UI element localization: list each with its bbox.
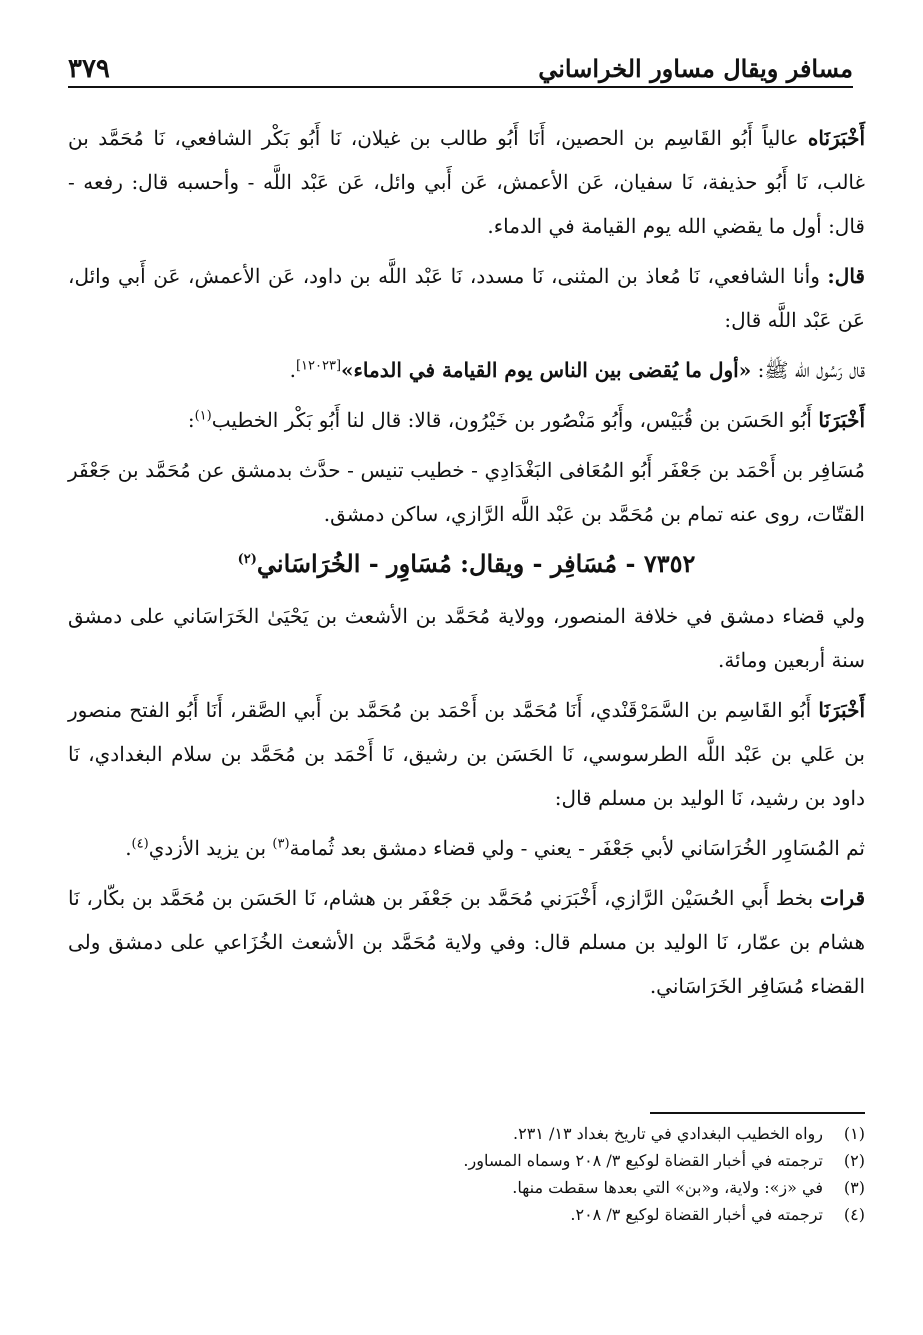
paragraph-9 [68, 876, 865, 1008]
footnote-ref: (٣) [272, 836, 290, 852]
paragraph-text: ولي قضاء دمشق في خلافة المنصور، وولاية مُحَمَّد بن الأشعث بن يَحْيَىٰ الخَرَاسَاني على دمشق سنة أربعين ومائة. [68, 604, 865, 672]
footnote-text: في «ز»: ولاية، و«بن» التي بعدها سقطت منها. [512, 1178, 823, 1197]
footnote [68, 1174, 865, 1201]
paragraph-lead: قرات [820, 886, 866, 910]
paragraph-5 [68, 448, 865, 536]
paragraph-1 [68, 116, 865, 248]
paragraph-text: قال رَسُول الله ﷺ: [757, 358, 865, 382]
footnote-divider [650, 1112, 865, 1114]
paragraph-text: بن يزيد الأزدي [148, 836, 267, 860]
footnote-text: ترجمته في أخبار القضاة لوكيع ٣/ ٢٠٨. [570, 1205, 823, 1224]
paragraph-text: ثم المُسَاوِر الخُرَاسَاني لأبي جَعْفَر - يعني - ولي قضاء دمشق بعد ثُمامة [289, 836, 865, 860]
hadith-quote: «أول ما يُقضى بين الناس يوم القيامة في الدماء» [341, 358, 752, 382]
footnote-ref: (٤) [131, 836, 149, 852]
paragraph-6 [68, 594, 865, 682]
page-header [68, 52, 853, 88]
paragraph-7 [68, 688, 865, 820]
entry-heading [68, 542, 865, 586]
paragraph-lead: أَخْبَرَنَاه [807, 126, 866, 150]
footnote [68, 1201, 865, 1228]
footnote-text: ترجمته في أخبار القضاة لوكيع ٣/ ٢٠٨ وسماه المساور. [463, 1151, 823, 1170]
paragraph-lead: أَخْبَرَنَا [818, 698, 865, 722]
paragraph-2 [68, 254, 865, 342]
main-text [68, 116, 865, 1014]
paragraph-lead: أَخْبَرَنَا [818, 408, 865, 432]
paragraph-3 [68, 348, 865, 392]
footnote-ref: (١) [194, 408, 212, 424]
footnote [68, 1120, 865, 1147]
paragraph-text: أَبُو الحَسَن بن قُبَيْس، وأَبُو مَنْصُور بن خَيْرُون، قالا: قال لنا أَبُو بَكْر الخطيب [211, 408, 812, 432]
footnote-number: (٤) [843, 1205, 865, 1224]
paragraph-text: أَبُو القَاسِم بن السَّمَرْقَنْدي، أَنَا مُحَمَّد بن أَحْمَد بن مُحَمَّد بن أَبي الصَّقر، أَنَا أَبُو الفتح منصور بن عَلي بن عَبْد اللَّه الطرسوسي، نَا الحَسَن بن رشيق، نَا أَحْمَد بن مُحَمَّد بن سلام البغدادي، نَا داود بن رشيد، نَا الوليد بن مسلم قال: [68, 698, 865, 810]
footnote-ref: (٢) [237, 552, 257, 567]
paragraph-8 [68, 826, 865, 870]
paragraph-text: وأنا الشافعي، نَا مُعاذ بن المثنى، نَا مسدد، نَا عَبْد اللَّه بن داود، عَن الأعمش، عَن أَبي وائل، عَن عَبْد اللَّه قال: [68, 264, 865, 332]
paragraph-end: : [187, 408, 195, 432]
footnote-number: (١) [843, 1124, 865, 1143]
footnote-text: رواه الخطيب البغدادي في تاريخ بغداد ١٣/ ٢٣١. [513, 1124, 823, 1143]
paragraph-text: بخط أَبي الحُسَيْن الرَّازي، أَخْبَرَني مُحَمَّد بن جَعْفَر بن هشام، نَا الحَسَن بن مُحَمَّد بن بكّار، نَا هشام بن عمّار، نَا الوليد بن مسلم قال: وفي ولاية مُحَمَّد بن الأشعث الخُزَاعي على دمشق ولى القضاء مُسَافِر الخَرَاسَاني. [68, 886, 865, 998]
paragraph-text: مُسَافِر بن أَحْمَد بن جَعْفَر أَبُو المُعَافى البَغْدَادِي - خطيب تنيس - حدَّث بدمشق عن مُحَمَّد بن جَعْفَر القتّات، روى عنه تمام بن مُحَمَّد بن عَبْد اللَّه الرَّازي، ساكن دمشق. [68, 458, 865, 526]
paragraph-text: عالياً أَبُو القَاسِم بن الحصين، أَنَا أَبُو طالب بن غيلان، نَا أَبُو بَكْر الشافعي، نَا مُحَمَّد بن غالب، نَا أَبُو حذيفة، نَا سفيان، عَن الأعمش، عَن أَبي وائل، عَن عَبْد اللَّه - وأحسبه قال: رفعه - قال: أول ما يقضي الله يوم القيامة في الدماء. [68, 126, 865, 238]
paragraph-lead: قال: [827, 264, 865, 288]
footnotes [68, 1120, 865, 1228]
heading-text: ٧٣٥٢ - مُسَافِر - ويقال: مُسَاوِر - الخُرَاسَاني [256, 549, 696, 578]
page-number: ٣٧٩ [68, 54, 110, 84]
footnote [68, 1147, 865, 1174]
footnote-number: (٢) [843, 1151, 865, 1170]
paragraph-end: . [289, 358, 296, 382]
hadith-number: [١٢٠٢٣] [295, 358, 342, 374]
paragraph-end: . [125, 836, 132, 860]
paragraph-4 [68, 398, 865, 442]
footnote-number: (٣) [843, 1178, 865, 1197]
running-title: مسافر ويقال مساور الخراساني [538, 54, 853, 83]
